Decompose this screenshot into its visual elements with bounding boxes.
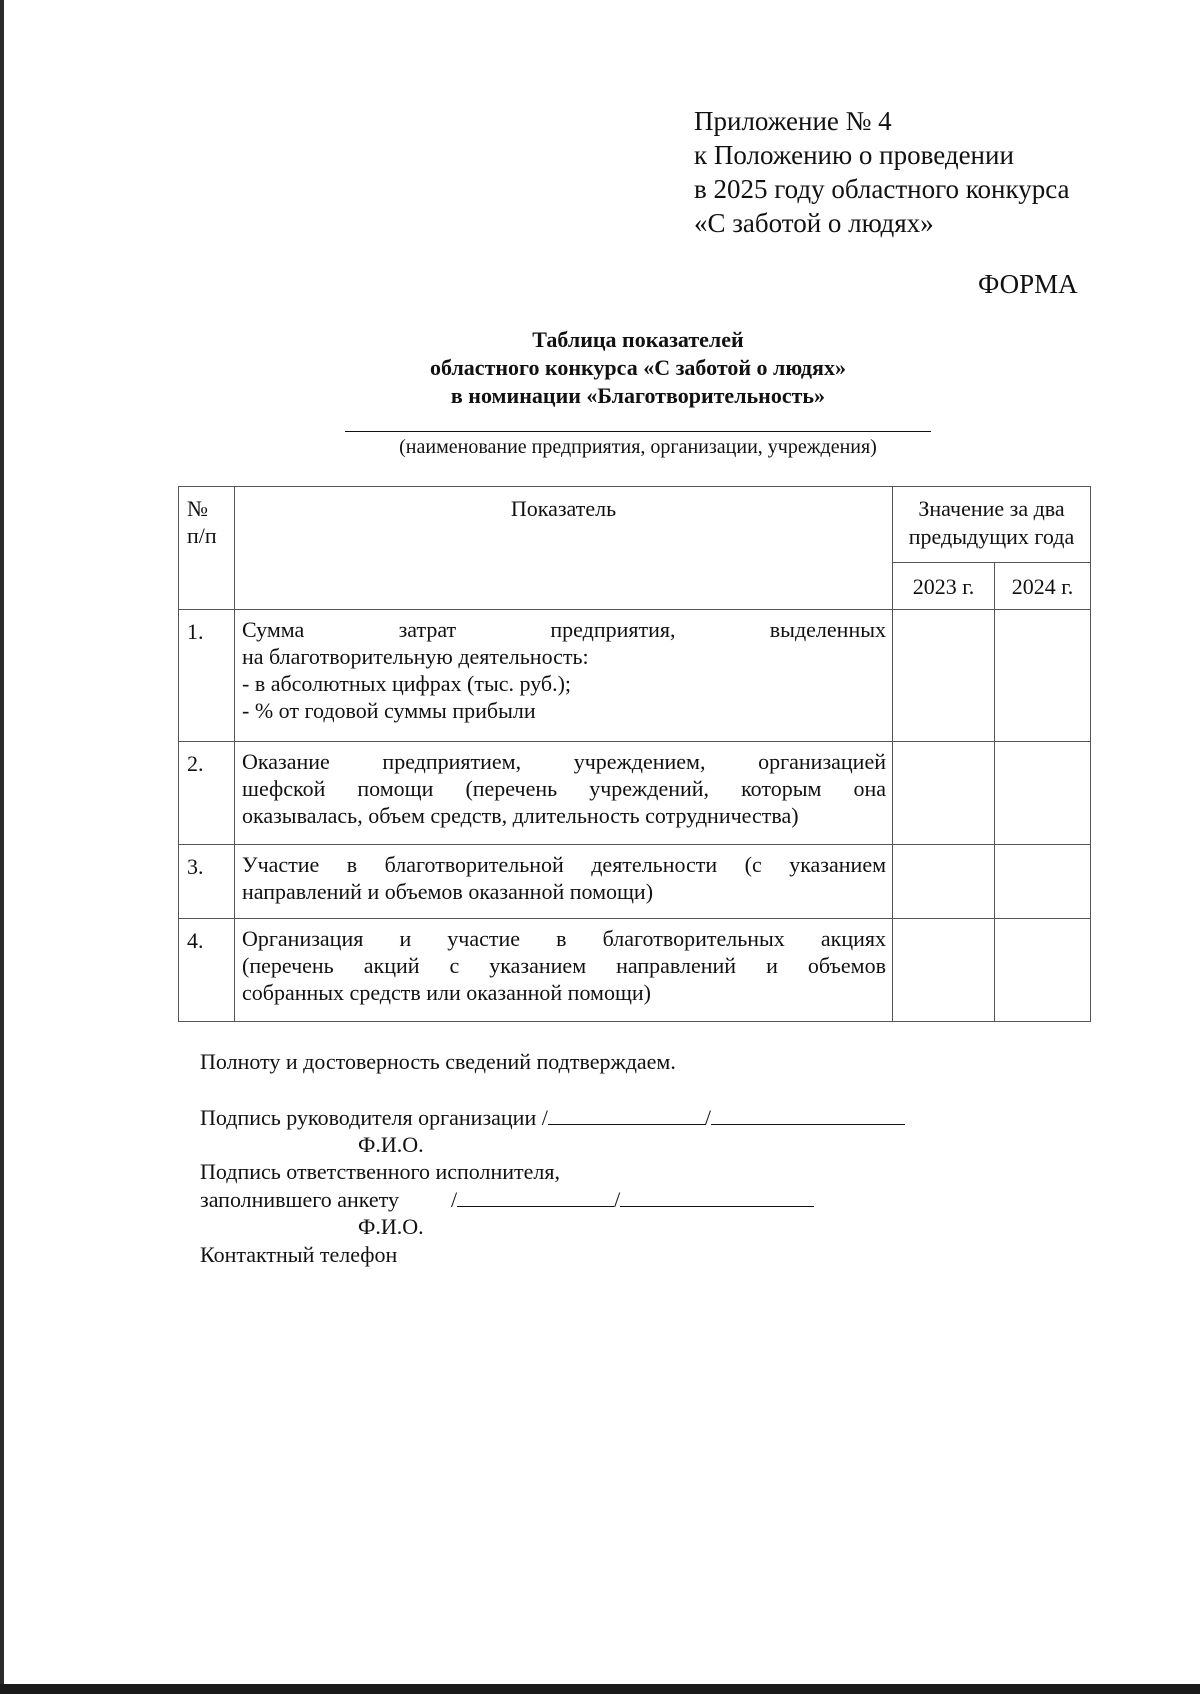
executor-label-line1: Подпись ответственного исполнителя, bbox=[200, 1159, 560, 1184]
row-number: 2. bbox=[179, 742, 235, 845]
title-line: Таблица показателей bbox=[532, 327, 744, 352]
row-text-line: Оказание предприятием, учреждением, организацией bbox=[242, 749, 886, 774]
appendix-line: к Положению о проведении bbox=[694, 140, 1014, 170]
value-cell-2023[interactable] bbox=[893, 919, 995, 1022]
row-indicator bbox=[235, 610, 893, 742]
header-number-label: № п/п bbox=[187, 496, 217, 548]
signature-separator: / bbox=[451, 1187, 458, 1212]
organization-name-line[interactable] bbox=[345, 431, 931, 432]
form-label: ФОРМА bbox=[978, 269, 1078, 299]
row-text-line: оказывалась, объем средств, длительность сотрудничества) bbox=[242, 803, 799, 828]
appendix-line: «С заботой о людях» bbox=[694, 208, 934, 238]
row-indicator bbox=[235, 919, 893, 1022]
head-signature-field[interactable] bbox=[548, 1104, 705, 1125]
value-cell-2023[interactable] bbox=[893, 742, 995, 845]
organization-caption: (наименование предприятия, организации, учреждения) bbox=[399, 436, 877, 458]
table-row bbox=[179, 845, 1091, 919]
head-signature-row bbox=[200, 1104, 905, 1132]
head-name-field[interactable] bbox=[711, 1104, 905, 1125]
appendix-header bbox=[694, 104, 1070, 240]
table-row bbox=[179, 919, 1091, 1022]
appendix-line: в 2025 году областного конкурса bbox=[694, 174, 1070, 204]
value-cell-2023[interactable] bbox=[893, 610, 995, 742]
row-text-line: собранных средств или оказанной помощи) bbox=[242, 980, 651, 1005]
executor-name-field[interactable] bbox=[620, 1186, 814, 1207]
executor-signature-field[interactable] bbox=[457, 1186, 614, 1207]
row-number: 4. bbox=[179, 919, 235, 1022]
head-fio-label: Ф.И.О. bbox=[358, 1132, 424, 1157]
value-cell-2024[interactable] bbox=[995, 845, 1091, 919]
title-line: в номинации «Благотворительность» bbox=[450, 383, 826, 408]
row-text-line: Сумма затрат предприятия, выделенных bbox=[242, 617, 886, 642]
row-text-line: (перечень акций с указанием направлений и объемов bbox=[242, 953, 886, 978]
executor-fio-label: Ф.И.О. bbox=[358, 1214, 424, 1239]
header-number bbox=[179, 487, 235, 610]
executor-signature-row bbox=[200, 1186, 814, 1214]
title-line: областного конкурса «С заботой о людях» bbox=[430, 355, 846, 380]
executor-label-line2: заполнившего анкету bbox=[200, 1187, 400, 1212]
row-text-line: - % от годовой суммы прибыли bbox=[242, 698, 536, 723]
appendix-line: Приложение № 4 bbox=[694, 106, 892, 136]
indicators-table bbox=[178, 486, 1091, 1022]
table-row bbox=[179, 742, 1091, 845]
row-text-line: - в абсолютных цифрах (тыс. руб.); bbox=[242, 671, 572, 696]
row-text-line: шефской помощи (перечень учреждений, которым она bbox=[242, 776, 886, 801]
signature-separator: / bbox=[614, 1187, 621, 1212]
row-text-line: направлений и объемов оказанной помощи) bbox=[242, 879, 654, 904]
scan-edge-left bbox=[0, 0, 4, 1694]
table-row bbox=[179, 610, 1091, 742]
row-text-line: Организация и участие в благотворительных акциях bbox=[242, 926, 886, 951]
value-cell-2023[interactable] bbox=[893, 845, 995, 919]
document-title bbox=[300, 326, 976, 410]
value-cell-2024[interactable] bbox=[995, 919, 1091, 1022]
head-signature-label: Подпись руководителя организации / bbox=[200, 1105, 548, 1130]
table-header-row bbox=[179, 487, 1091, 563]
signature-separator: / bbox=[704, 1105, 711, 1130]
contact-phone-label: Контактный телефон bbox=[200, 1242, 398, 1267]
confirmation-text: Полноту и достоверность сведений подтверждаем. bbox=[200, 1049, 676, 1074]
header-year-2024: 2024 г. bbox=[995, 563, 1091, 610]
header-year-2023: 2023 г. bbox=[893, 563, 995, 610]
header-indicator: Показатель bbox=[235, 487, 893, 610]
row-number: 3. bbox=[179, 845, 235, 919]
header-values: Значение за два предыдущих года bbox=[893, 487, 1091, 563]
row-text-line: Участие в благотворительной деятельности (с указанием bbox=[242, 852, 886, 877]
row-text-line: на благотворительную деятельность: bbox=[242, 644, 589, 669]
row-number: 1. bbox=[179, 610, 235, 742]
row-indicator bbox=[235, 845, 893, 919]
value-cell-2024[interactable] bbox=[995, 742, 1091, 845]
row-indicator bbox=[235, 742, 893, 845]
value-cell-2024[interactable] bbox=[995, 610, 1091, 742]
scan-edge-bottom bbox=[0, 1684, 1200, 1694]
